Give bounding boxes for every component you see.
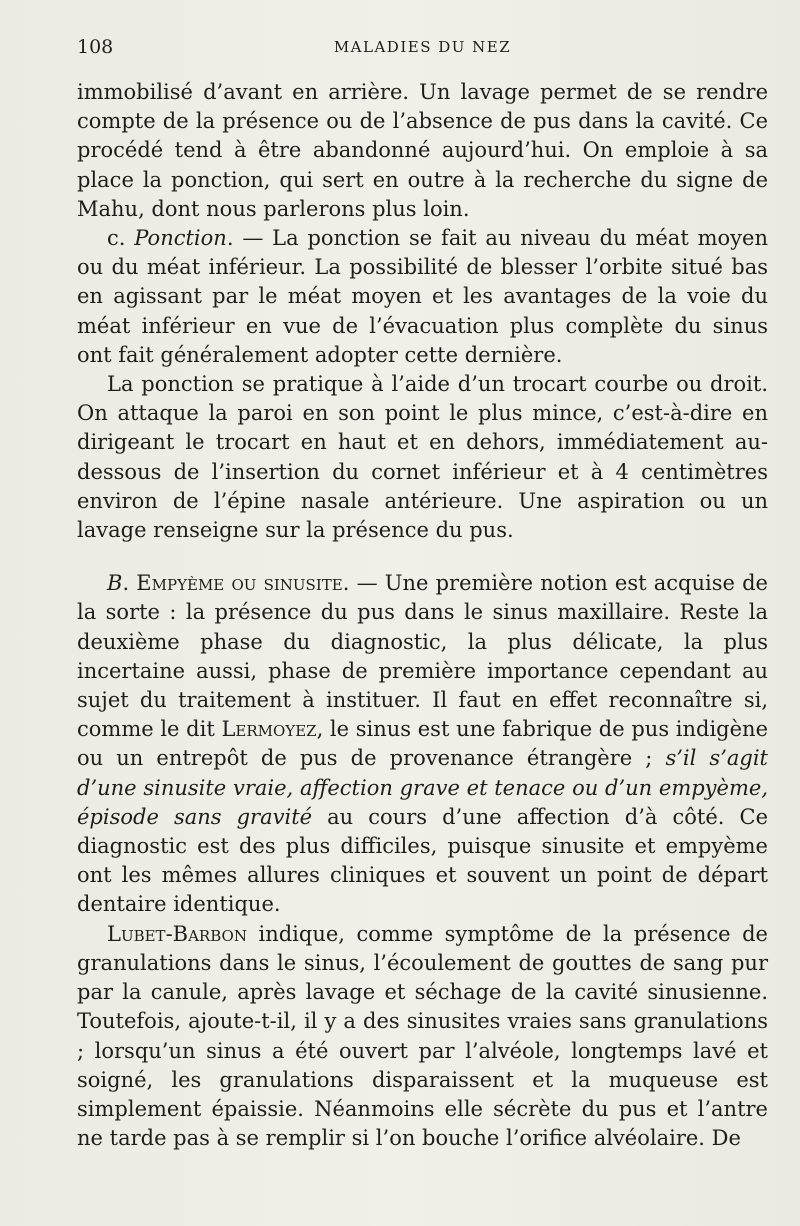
page-header [77, 36, 768, 62]
page-body [77, 78, 768, 1153]
paragraph-continuation: immobilisé d’avant en arrière. Un lavage permet de se rendre compte de la présence ou de l’absence de pus dans la cavité. Ce procédé tend à être abandonné aujourd’hui. On emploie à sa place la ponction, qui sert en outre à la recherche du signe de Mahu, dont nous parlerons plus loin. [77, 80, 768, 221]
ponction-title: Ponction [134, 226, 227, 251]
running-title: MALADIES DU NEZ [333, 38, 512, 56]
section-letter: B [107, 571, 123, 596]
section-heading: . Empyème ou sinusite. [122, 571, 350, 596]
paragraph-empyeme: B. Empyème ou sinusite. — Une première notion est acquise de la sorte : la présence du pus dans le sinus maxillaire. Reste la deuxième phase du diagnostic, la plus délicate, la plus incertaine aussi, phase de première importance cependant au sujet du traitement à instituer. Il faut en effet reconnaître si, comme le dit Lermoyez, le sinus est une fabrique de pus indigène ou un entrepôt de pus de provenance étrangère ; s’il s’agit d’une sinusite vraie, affection grave et tenace ou d’un empyème, épisode sans gravité au cours d’une affection d’à côté. Ce diagnostic est des plus difficiles, puisque sinusite et empyème ont les mêmes allures cliniques et souvent un point de départ dentaire identique. [77, 571, 768, 917]
paragraph-lubet-barbon: Lubet-Barbon indique, comme symptôme de la présence de granulations dans le sinus, l’écoulement de gouttes de sang pur par la canule, après lavage et séchage de la cavité sinusienne. Toutefois, ajoute-t-il, il y a des sinusites vraies sans granulations ; lorsqu’un sinus a été ouvert par l’alvéole, longtemps lavé et soigné, les granulations disparaissent et la muqueuse est simplement épaissie. Néanmoins elle sécrète du pus et l’antre ne tarde pas à se remplir si l’on bouche l’orifice alvéolaire. De [77, 921, 768, 1151]
author-lermoyez: Lermoyez [221, 717, 317, 742]
paragraph-technique: La ponction se pratique à l’aide d’un trocart courbe ou droit. On attaque la paroi en son point le plus mince, c’est-à-dire en dirigeant le trocart en haut et en dehors, immédiatement au-dessous de l’insertion du cornet inférieur et à 4 centimètres environ de l’épine nasale antérieure. Une aspiration ou un lavage renseigne sur la présence du pus. [77, 372, 768, 543]
paragraph-ponction: c. Ponction. — La ponction se fait au niveau du méat moyen ou du méat inférieur. La possibilité de blesser l’orbite situé bas en agissant par le méat moyen et les avantages de la voie du méat inférieur en vue de l’évacuation plus complète du sinus ont fait généralement adopter cette dernière. [77, 226, 768, 367]
section-gap [77, 545, 768, 569]
page-number: 108 [77, 36, 114, 58]
italic-quote: s’il s’agit d’une sinusite vraie, affection grave et tenace ou d’un empyème, épisode sans gravité [77, 746, 768, 829]
author-lubet-barbon: Lubet-Barbon [107, 921, 247, 946]
